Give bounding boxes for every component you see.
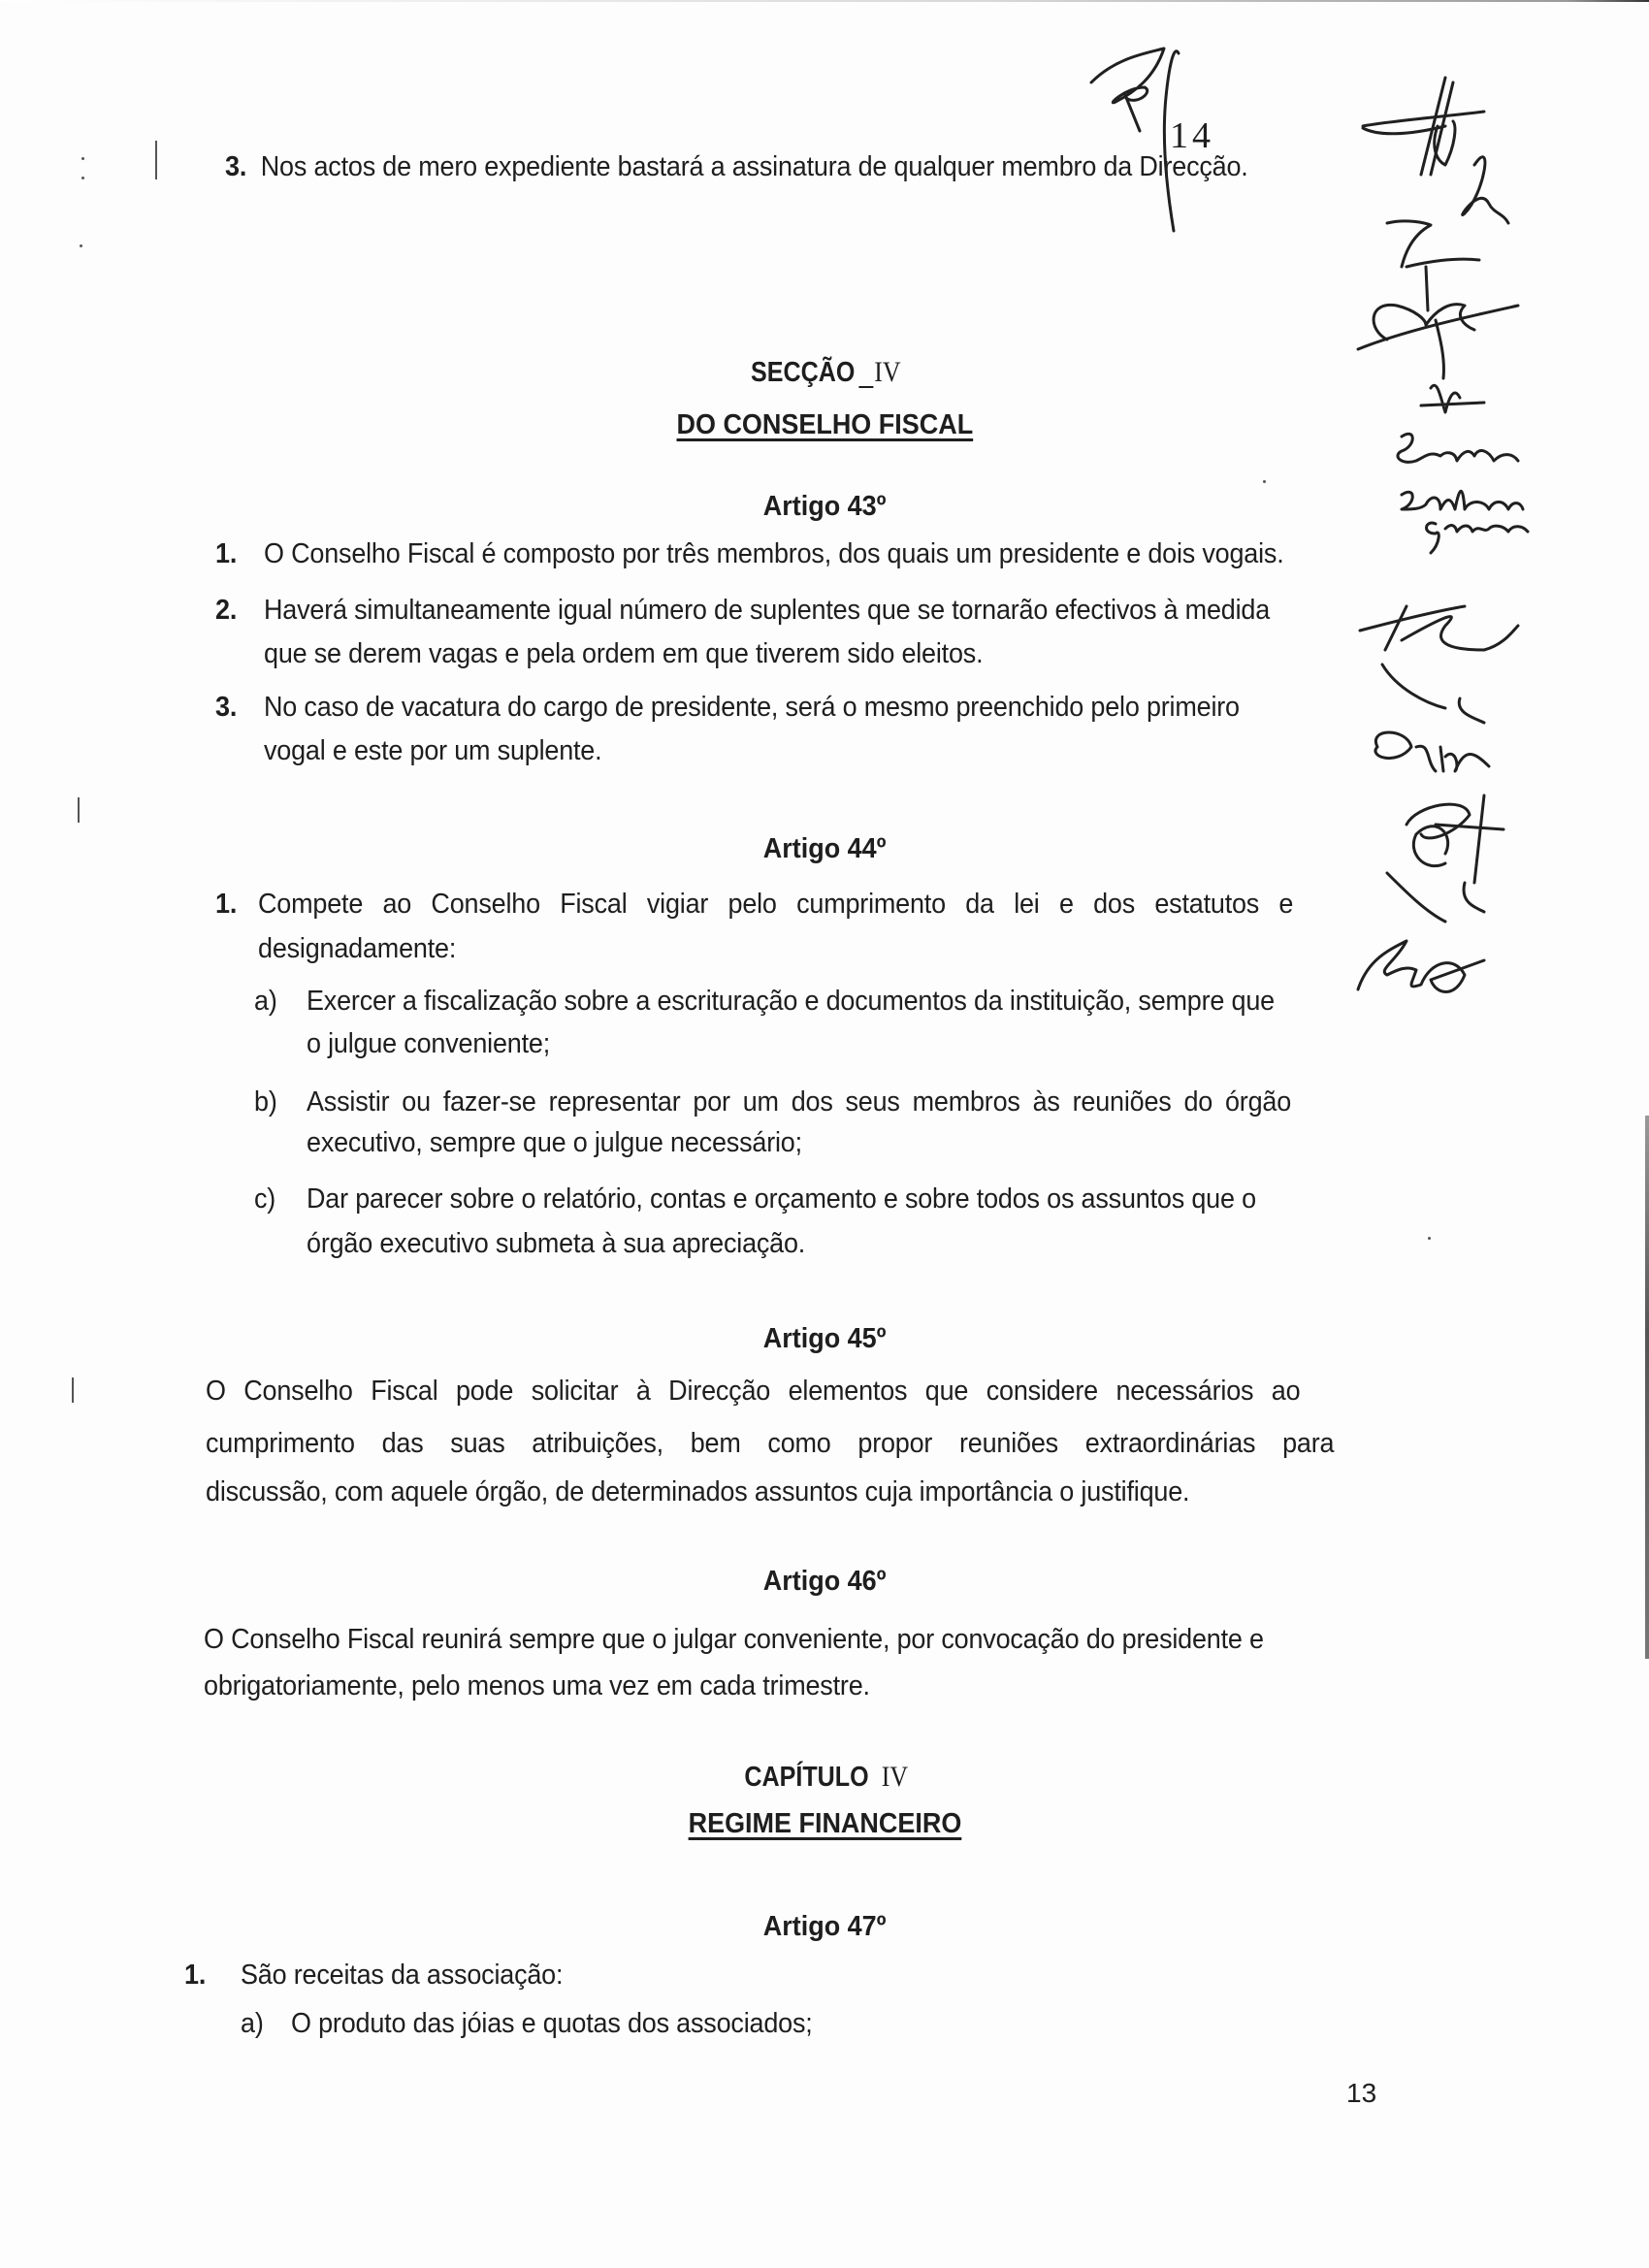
item-text: Nos actos de mero expediente bastará a assinatura de qualquer membro da Direcção. [260, 151, 1248, 182]
item-number: 3. [225, 151, 247, 182]
article-46-title: Artigo 46º [762, 1566, 887, 1597]
scan-speck [72, 1377, 74, 1403]
scan-speck [155, 141, 157, 179]
article-43-title: Artigo 43º [762, 491, 887, 522]
chapter-heading [0, 1760, 1649, 1795]
page-number: 13 [1346, 2078, 1377, 2108]
signature-8 [1387, 795, 1504, 922]
signature-1 [1363, 78, 1484, 175]
signature-6 [1360, 606, 1518, 650]
section-roman: IV [874, 356, 901, 388]
signature-name-emilia [1398, 434, 1518, 462]
scan-speck [1428, 1237, 1431, 1240]
section-title: SECÇÃO [751, 357, 856, 388]
chapter-subtitle: REGIME FINANCEIRO [688, 1808, 961, 1839]
section-subtitle: DO CONSELHO FISCAL [676, 409, 973, 440]
signature-7 [1375, 664, 1489, 771]
scan-speck [1263, 480, 1266, 483]
signature-3 [1387, 221, 1479, 310]
signature-9 [1358, 941, 1484, 992]
scanned-document-page: 14 3. Nos actos de mero expediente bastará a assinatura de qualquer membro da Direcção. SECÇÃO IV DO CONSELHO FISCAL Artigo 43º 1. O Conselho Fiscal é composto por três membros, dos quais um presidente e dois vogais. 2. Haverá simultaneamente igual número de suplentes que se tornarão efectivos à medida que se derem vagas e pela ordem em que tiverem sido eleitos. 3. No caso de vacatura do cargo de presidente, será o mesmo preenchido pelo primeiro vogal e este por um suplente. Artigo 44º 1. Compete ao Conselho Fiscal vigiar pelo cumprimento da lei e dos estatutos e designadamente: a) Exercer a fiscalização sobre a escrituração e documentos da instituição, sempre que o julgue conveniente; b) Assistir ou fazer-se representar por um dos seus membros às reuniões do órgão executivo, sempre que o julgue necessário; c) Dar parecer sobre o relatório, contas e orçamento e sobre todos os assuntos que o órgão executivo submeta à sua apreciação. Artigo 45º O Conselho Fiscal pode solicitar à Direcção elementos que considere necessários ao cumprimento das suas atribuições, bem como propor reuniões extraordinárias para discussão, com aquele órgão, de determinados assuntos cuja importância o justifique. Artigo 46º O Conselho Fiscal reunirá sempre que o julgar conveniente, por convocação do presidente e obrigatoriamente, pelo menos uma vez em cada trimestre. CAPÍTULO IV REGIME FINANCEIRO Artigo 47º 1. São receitas da associação: a) O produto das jóias e quotas dos associados; 13 [0, 0, 1649, 2268]
stamped-page-number: 14 [1170, 115, 1214, 156]
chapter-title: CAPÍTULO [744, 1762, 869, 1793]
margin-signatures [1348, 68, 1581, 1038]
scan-speck [78, 797, 80, 823]
chapter-roman: IV [881, 1761, 909, 1793]
scan-speck [81, 177, 84, 179]
article-44-title: Artigo 44º [762, 833, 887, 864]
signature-5 [1421, 385, 1484, 412]
article-45-title: Artigo 45º [762, 1323, 887, 1354]
signature-2 [1463, 157, 1508, 223]
signature-initials-stamp [1086, 39, 1183, 233]
signature-name-gregorio [1427, 523, 1528, 553]
scan-speck [81, 157, 84, 160]
article-47-title: Artigo 47º [762, 1911, 887, 1942]
signature-name-idalecia [1402, 491, 1523, 509]
scan-top-edge [0, 0, 1649, 2]
signature-4 [1358, 305, 1518, 378]
scan-speck [80, 244, 82, 247]
